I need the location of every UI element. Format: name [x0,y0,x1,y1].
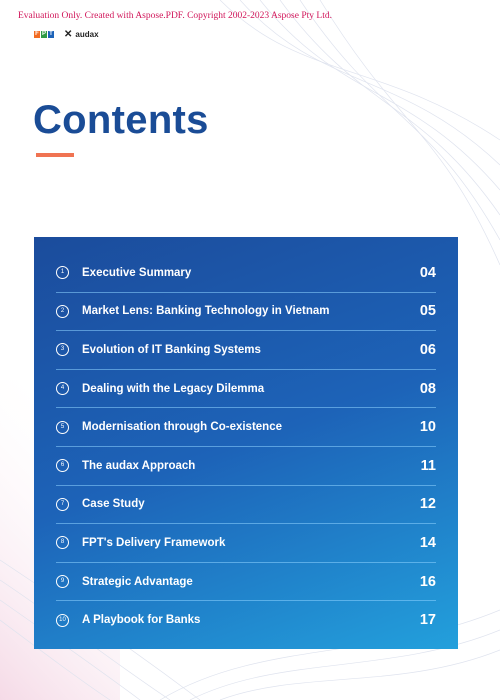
toc-item-title: A Playbook for Banks [82,614,201,627]
toc-item-title: The audax Approach [82,459,196,472]
brand-logos [34,29,99,40]
toc-item-number: 7 [56,498,69,511]
toc-item[interactable] [56,408,436,447]
toc-item-page: 08 [419,380,436,397]
toc-item[interactable] [56,447,436,486]
toc-item[interactable] [56,524,436,563]
toc-item-number: 8 [56,536,69,549]
toc-item-page: 06 [419,341,436,358]
toc-item-page: 11 [420,457,436,474]
toc-item-page: 14 [419,534,436,551]
toc-item-page: 16 [419,573,436,590]
toc-item[interactable] [56,370,436,409]
toc-item-title: FPT's Delivery Framework [82,536,226,549]
audax-wordmark: audax [75,30,99,39]
toc-item[interactable] [56,331,436,370]
toc-item[interactable] [56,293,436,332]
watermark-text: Evaluation Only. Created with Aspose.PDF. Copyright 2002-2023 Aspose Pty Ltd. [18,11,332,21]
toc-item[interactable] [56,601,436,639]
page-title: Contents [33,98,209,142]
toc-item-number: 1 [56,266,69,279]
toc-item[interactable] [56,254,436,293]
audax-mark-icon: ✕ [64,29,73,40]
toc-item-page: 04 [419,264,436,281]
toc-item-number: 5 [56,421,69,434]
toc-item-title: Market Lens: Banking Technology in Vietnam [82,305,330,318]
toc-item-title: Case Study [82,498,145,511]
toc-item-page: 10 [419,419,436,436]
toc-item-number: 6 [56,459,69,472]
fpt-logo-letter-p: P [41,31,46,37]
fpt-logo [34,31,54,38]
toc-item[interactable] [56,563,436,602]
toc-item-title: Dealing with the Legacy Dilemma [82,382,265,395]
toc-item-number: 10 [56,614,69,627]
fpt-logo-letter-t: T [49,31,53,37]
contents-panel [34,237,458,649]
toc-item-title: Modernisation through Co-existence [82,421,282,434]
toc-item-number: 2 [56,305,69,318]
contents-list [56,254,436,639]
toc-item-title: Executive Summary [82,266,192,279]
toc-item-number: 9 [56,575,69,588]
toc-item-number: 3 [56,343,69,356]
fpt-logo-letter-f: F [35,31,39,37]
title-accent-bar [36,153,74,157]
toc-item-page: 12 [419,496,436,513]
toc-item-title: Strategic Advantage [82,575,193,588]
toc-item-title: Evolution of IT Banking Systems [82,343,261,356]
toc-item[interactable] [56,486,436,525]
toc-item-page: 05 [419,303,436,320]
toc-item-number: 4 [56,382,69,395]
audax-logo [64,29,99,40]
toc-item-page: 17 [419,612,436,629]
